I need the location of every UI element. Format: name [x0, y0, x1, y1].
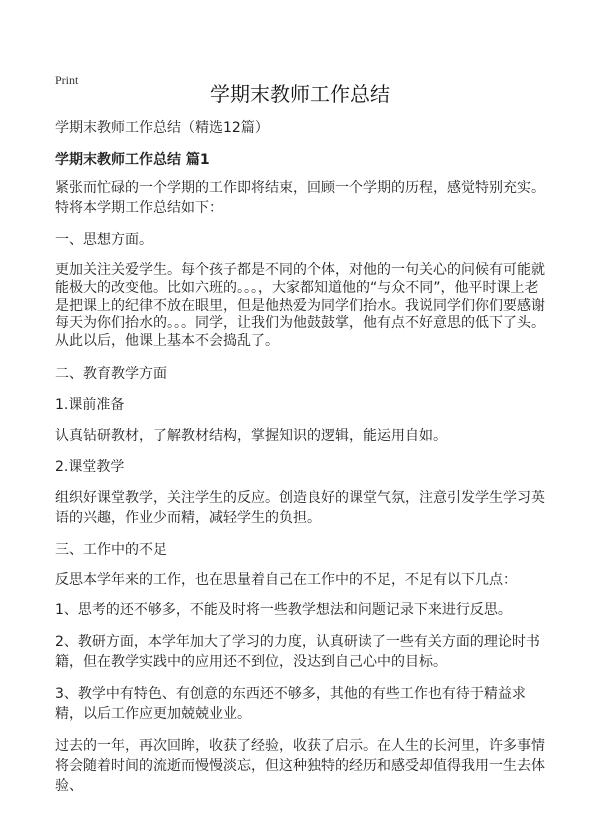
paragraph-prep: 认真钻研教材，了解教材结构，掌握知识的逻辑，能运用自如。	[55, 428, 447, 444]
paragraph-care: 更加关注关爱学生。每个孩子都是不同的个体，对他的一句关心的问候有可能就能极大的改变他。比如六班的。。。，大家都知道他的“与众不同”，他平时课上老是把课上的纪律不放在眼里，但是他热爱为同学们抬水。我说同学们你们要感谢每天为你们抬水的。。。同学，让我们为他鼓鼓掌，他有点不好意思的低下了头。从此以后，他课上基本不会捣乱了。	[55, 262, 545, 350]
paragraph-reflect: 反思本学年来的工作，也在思量着自己在工作中的不足，不足有以下几点：	[55, 572, 517, 588]
paragraph-class: 组织好课堂教学，关注学生的反应。创造良好的课堂气氛，注意引发学生学习英语的兴趣，作业少而精，减轻学生的负担。	[55, 490, 545, 526]
heading-shortcomings: 三、工作中的不足	[55, 542, 167, 558]
print-link[interactable]: Print	[55, 73, 79, 87]
list-item-3: 3、教学中有特色、有创意的东西还不够多，其他的有些工作也有待于精益求精，以后工作应更加兢兢业业。	[55, 686, 526, 722]
heading-teaching: 二、教育教学方面	[55, 366, 167, 382]
list-item-2: 2、教研方面，本学年加大了学习的力度，认真研读了一些有关方面的理论时书籍，但在教学实践中的应用还不到位，没达到自己心中的目标。	[55, 634, 540, 670]
subheading-class: 2.课堂教学	[55, 459, 125, 475]
subheading-prep: 1.课前准备	[55, 397, 125, 413]
paragraph-intro: 紧张而忙碌的一个学期的工作即将结束，回顾一个学期的历程，感觉特别充实。特将本学期工作总结如下：	[55, 180, 545, 216]
section-heading: 学期末教师工作总结 篇1	[55, 152, 210, 168]
document-subtitle: 学期末教师工作总结（精选12篇）	[55, 120, 269, 136]
heading-thought: 一、思想方面。	[55, 232, 153, 248]
list-item-1: 1、思考的还不够多，不能及时将一些教学想法和问题记录下来进行反思。	[55, 602, 512, 618]
paragraph-conclusion: 过去的一年，再次回眸，收获了经验，收获了启示。在人生的长河里，许多事情将会随着时间的流逝而慢慢淡忘，但这种独特的经历和感受却值得我用一生去体验、	[55, 738, 545, 794]
document-title: 学期末教师工作总结	[210, 82, 390, 106]
